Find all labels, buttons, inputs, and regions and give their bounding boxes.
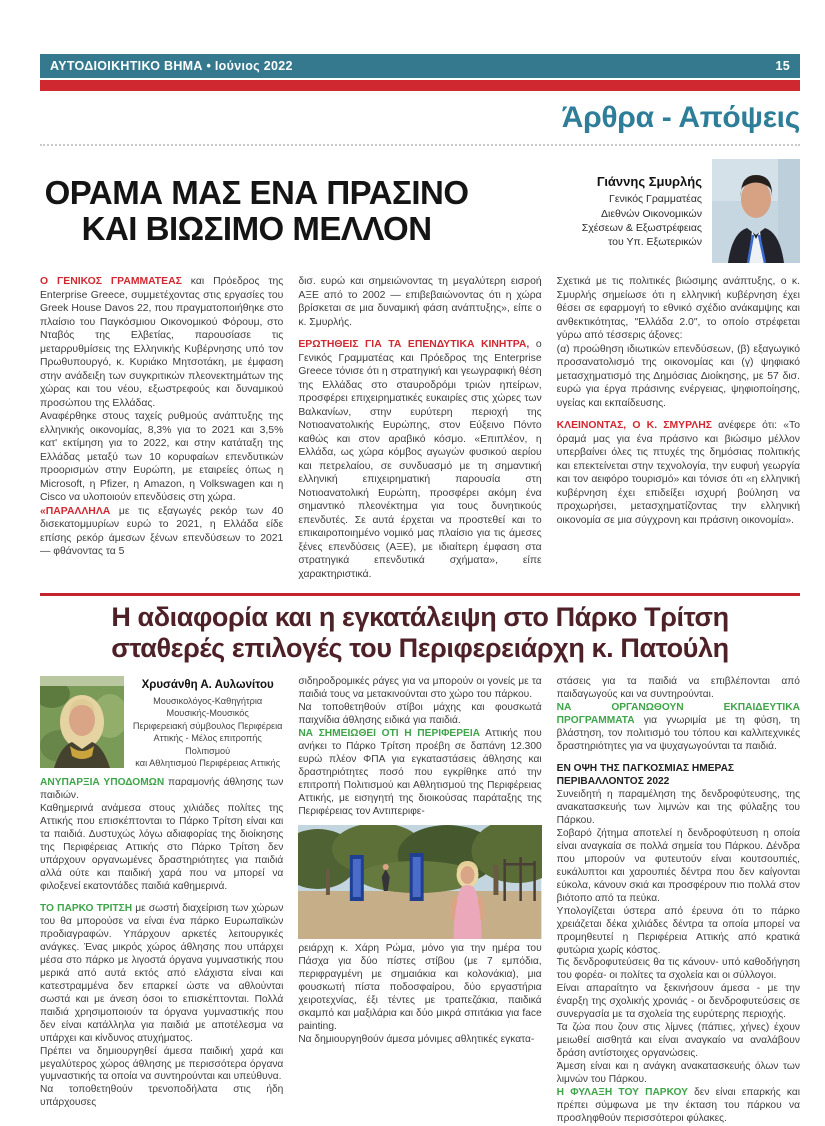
paragraph-text: Καθημερινά ανάμεσα στους χιλιάδες πολίτες της Αττικής που επισκέπτονται το Πάρκο Τρίτση είναι και τα παιδιά. Δυστυχώς λόγω αδιαφορίας της διοίκησης της Περιφέρειας Αττικής στο Πάρκο Τρίτση δεν υπάρχουν οργανωμένες δραστηριότητες για παιδιά αλλά ούτε και παιδική χαρά που να μπορεί να φιλοξενεί εκατοντάδες παιδιά καθημερινά. (40, 803, 284, 893)
section-title: Άρθρα - Απόψεις (561, 101, 800, 134)
paragraph-text: και Πρόεδρος της Enterprise Greece, συμμετέχοντας στις εργασίες του Greek House Davos 22, που πραγματοποιήθηκε στο πλαίσιο του Παγκόσμιου Οικονομικού Φόρουμ, στο Νταβός της Ελβετίας, παρουσίασε τις μεταρρυθμίσεις της Ελληνικής Κυβέρνησης υπό τον Πρωθυπουργό, κ. Κυριάκο Μητσοτάκη, με έμφαση στην ανάδειξη των συγκριτικών πλεονεκτημάτων της χώρας και του νέου, εξωστρεφούς και δυναμικού προσώπου της Ελλάδας. (40, 276, 284, 409)
paragraph-text: με σωστή διαχείριση των χώρων του θα μπορούσε να είναι ένα πάρκο Ευρωπαϊκών προδιαγραφών. Υπάρχουν αρκετές λειτουργικές ανάγκες. Ένας μικρός χώρος άθλησης που υπάρχει μέσα στο πάρκο με λιγοστά όργανα γυμναστικής που μερικά από αυτά εκτός από ελάχιστα είναι και κατεστραμμένα δεν επαρκεί ώστε να αθλούνται σωστά και με άνεση όσοι το επισκέπτονται. Πολλά παιδιά χρησιμοποιούν τα όργανα γυμναστικής που δεν είναι κατάλληλα για παιδιά με αποτέλεσμα να υπάρχει και κίνδυνος ατυχήματος. (40, 903, 284, 1044)
article-parko-tritsi (40, 602, 800, 1126)
article2-headline: Η αδιαφορία και η εγκατάλειψη στο Πάρκο Τρίτση σταθερές επιλογές του Περιφερειάρχη κ. Πατούλη (111, 602, 729, 664)
paragraph-lead: Ο ΓΕΝΙΚΟΣ ΓΡΑΜΜΑΤΕΑΣ (40, 276, 182, 287)
paragraph-text: με τις εξαγωγές ρεκόρ των 40 δισεκατομμυρίων ευρώ το 2021, η Ελλάδα είδε επίσης ρεκόρ άμεσων ξένων επενδύσεων το 2021 — φθάνοντας τα 5 (40, 505, 284, 558)
article1-author-role: Σχέσεων & Εξωστρέφειας (581, 221, 702, 234)
paragraph-text: ρειάρχη κ. Χάρη Ρώμα, μόνο για την ημέρα του Πάσχα για δύο πίστες στίβου (με 7 εμπόδια, περιφραγμένη με σημαιάκια και κολονάκια), μια φουσκωτή πίστα ποδοσφαίρου, δύο εργαστήρια χειροτεχνίας, έξι τέντες με τραπεζάκια, παιδικά σκαμπό και μαξιλάρια και δύο μικρά σπιτάκια για face painting. (298, 942, 542, 1032)
paragraph-text: σιδηροδρομικές ράγες για να μπορούν οι γονείς με τα παιδιά τους να μετακινούνται στο χώρο του πάρκου. (298, 676, 542, 701)
paragraph-lead: ΚΛΕΙΝΟΝΤΑΣ, Ο Κ. ΣΜΥΡΛΗΣ (556, 420, 712, 432)
masthead-bar (40, 54, 800, 78)
paragraph-text: στάσεις για τα παιδιά να επιβλέπονται από παιδαγωγούς και να συντηρούνται. (556, 676, 800, 701)
article2-column-3 (557, 676, 800, 1125)
paragraph-text: Σοβαρό ζήτημα αποτελεί η δενδροφύτευση η οποία είναι αναγκαία σε πολλά σημεία του Πάρκου. Δένδρα που μπορούν να φυτευτούν είναι κουτσουπιές, ευκάλυπτοι και χαρουπιές δέντρα που δεν καίγονται εύκολα, κάνουν σκιά και προσφέρουν πιο πολλά στον βιότοπο από τα πεύκα. (556, 827, 800, 904)
paragraph-lead: ΝΑ ΟΡΓΑΝΩΘΟΥΝ ΕΚΠΑΙΔΕΥΤΙΚΑ ΠΡΟΓΡΑΜΜΑΤΑ (556, 702, 800, 727)
paragraph-text: (α) προώθηση ιδιωτικών επενδύσεων, (β) εξαγωγικό προσανατολισμό της οικονομίας και (γ) ψηφιακό μετασχηματισμό της Δημόσιας Διοίκησης, με 57 δισ. ευρώ για έργα πράσινης ενέργειας, ψηφιοποίησης, υγείας και εκπαίδευσης. (556, 343, 800, 409)
paragraph-text: Συνειδητή η παραμέληση της δενδροφύτευσης, της ανακατασκευής των λιμνών και της φύλαξης του Πάρκου. (556, 789, 800, 826)
paragraph-text: Να τοποθετηθούν τρενοποδήλατα στις ήδη υπάρχουσες (40, 1084, 284, 1109)
paragraph-lead: ΕΡΩΤΗΘΕΙΣ ΓΙΑ ΤΑ ΕΠΕΝΔΥΤΙΚΑ ΚΙΝΗΤΡΑ, (298, 339, 530, 351)
article1-author-name: Γιάννης Σμυρλής (596, 173, 702, 189)
paragraph-text: Πρέπει να δημιουργηθεί άμεσα παιδική χαρά και μεγαλύτερος χώρος άθλησης με περισσότερα όργανα γυμναστικής τα οποία να συντηρούνται και υπεύθυνα. (40, 1045, 284, 1083)
article1-author-role: Διεθνών Οικονομικών (601, 207, 702, 220)
paragraph-text: Τα ζώα που ζουν στις λίμνες (πάπιες, χήνες) έχουν μειωθεί αισθητά και είναι αναγκαίο να αναλάβουν δράση αντίστοιχες οργανώσεις. (556, 1022, 800, 1060)
article-green-sustainable-future (40, 159, 800, 581)
paragraph-lead: ΑΝΥΠΑΡΞΙΑ ΥΠΟΔΟΜΩΝ (40, 777, 165, 789)
article1-headline: ΟΡΑΜΑ ΜΑΣ ΕΝΑ ΠΡΑΣΙΝΟ ΚΑΙ ΒΙΩΣΙΜΟ ΜΕΛΛΟΝ (44, 173, 469, 247)
paragraph-text: Είναι απαραίτητο να ξεκινήσουν άμεσα - με την έναρξη της σχολικής χρονιάς - οι δενδροφυτεύσεις σε συνεργασία με τα σχολεία της ευρύτερης περιοχής. (556, 983, 800, 1021)
article2-author-role: και Αθλητισμού Περιφέρειας Αττικής (135, 758, 281, 769)
page-number: 15 (775, 59, 790, 73)
masthead-red-stripe (40, 80, 800, 91)
article2-author-role: Αττικής - Μέλος επιτροπής Πολιτισμού (153, 733, 262, 756)
paragraph-lead: Η ΦΥΛΑΞΗ ΤΟΥ ΠΑΡΚΟΥ (556, 1086, 688, 1098)
paragraph-text: Σχετικά με τις πολιτικές βιώσιμης ανάπτυξης, ο κ. Σμυρλής σημείωσε ότι η ελληνική κυβέρνηση έχει θέσει σε εφαρμογή το εθνικό σχέδιο ανάκαμψης και ανθεκτικότητας, "Ελλάδα 2.0", το οποίο στρέφεται γύρω από τέσσερις άξονες: (556, 276, 800, 342)
red-section-divider (40, 593, 800, 596)
paragraph-text: για γνωριμία με τη φύση, τη βλάστηση, τον πολιτισμό του τόπου και καλλιτεχνικές δραστηριότητες για να ψυχαγωγούνται τα παιδιά. (556, 715, 800, 753)
article2-author-name: Χρυσάνθη Α. Αυλωνίτου (141, 679, 274, 692)
article1-byline (473, 159, 800, 263)
article1-column-2 (298, 275, 541, 581)
article2-author-role: Μουσικολόγος-Καθηγήτρια (153, 695, 263, 706)
smyrlis-portrait-photo (712, 159, 800, 263)
article2-column-2 (298, 676, 541, 1125)
park-tritsis-photo (298, 825, 541, 939)
paragraph-text: παραμονής άθλησης των παιδιών. (40, 777, 284, 802)
paragraph-text: Να τοποθετηθούν στίβοι μάχης και φουσκωτά παιχνίδια άθλησης ειδικά για παιδιά. (298, 702, 542, 727)
paragraph-lead: ΝΑ ΣΗΜΕΙΩΘΕΙ ΟΤΙ Η ΠΕΡΙΦΕΡΕΙΑ (298, 728, 481, 740)
paragraph-text: ανέφερε ότι: «Το όραμά μας για ένα πράσινο και βιώσιμο μέλλον υπερβαίνει όλες τις πτυχές της δημόσιας πολιτικής και επεκτείνεται στην τεχνολογία, την ευφυή γεωργία και τον αειφόρο τουρισμό» και τόνισε ότι «η ελληνική κυβέρνηση έχει επιδείξει ισχυρή βούληση να προχωρήσει, μετασχηματίζοντας την ελληνική οικονομία σε μια σύγχρονη και πράσινη οικονομία». (556, 420, 800, 526)
article1-author-role: Γενικός Γραμματέας (609, 193, 702, 206)
dotted-divider (40, 144, 800, 146)
paragraph-text: Αναφέρθηκε στους ταχείς ρυθμούς ανάπτυξης της ελληνικής οικονομίας, 8,3% για το 2021 και 3,5% κατ' εκτίμηση για το 2022, και στην κατάταξη της Ελλάδας μεταξύ των 10 κορυφαίων επενδυτικών προορισμών στην Ευρώπη, με εταιρείες όπως η Microsoft, η Pfizer, η Amazon, η Volkswagen και η Cisco να υλοποιούν επενδύσεις στη χώρα. (40, 411, 284, 504)
paragraph-text: Τις δενδροφυτεύσεις θα τις κάνουν- υπό καθοδήγηση του φορέα- οι πολίτες τα σχολεία και οι σύλλογοι. (556, 957, 800, 982)
article2-author-role: Μουσικής-Μουσικός (166, 708, 249, 719)
avlonitou-portrait-photo (40, 676, 124, 768)
article1-column-3 (557, 275, 800, 581)
paragraph-lead: ΕΝ ΟΨΗ ΤΗΣ ΠΑΓΚΟΣΜΙΑΣ ΗΜΕΡΑΣ ΠΕΡΙΒΑΛΛΟΝΤΟΣ 2022 (556, 763, 735, 788)
article2-byline (40, 676, 283, 769)
paragraph-text: Αττικής που ανήκει το Πάρκο Τρίτση προέβη σε δαπάνη 12.300 ευρώ πλέον ΦΠΑ για εγκαταστάσεις άθλησης και δραστηριότητες ποσό που εγκρίθηκε από την επιτροπή Πολιτισμού και Αθλητισμού της Περιφέρειας Αττικής, με εισηγητή της διοικούσας παράταξης της Περιφέρειας τον Αντιπεριφε- (298, 728, 542, 817)
masthead-title: ΑΥΤΟΔΙΟΙΚΗΤΙΚΟ ΒΗΜΑ • Ιούνιος 2022 (50, 59, 293, 73)
paragraph-lead: ΤΟ ΠΑΡΚΟ ΤΡΙΤΣΗ (40, 903, 133, 915)
paragraph-text: ο Γενικός Γραμματέας και Πρόεδρος της Enterprise Greece τόνισε ότι η στρατηγική και γεωγραφική θέση της Ελλάδας στο σταυροδρόμι τριών ηπείρων, προσφέρει επιχειρηματικές ευκαιρίες στις χώρες των Βαλκανίων, στην ευρύτερη περιοχή της Νοτιοανατολικής Ευρώπης, στον Εύξεινο Πόντο καθώς και στον αραβικό κόσμο. «Επιπλέον, η Ελλάδα, ως χώρα κόμβος αγωγών φυσικού αερίου και πετρελαίου, σε συνδυασμό με τη σημαντική ελληνική επιχειρηματική παρουσία στη Νοτιοανατολική Ευρώπη, προσφέρει ακόμη ένα σημαντικό πλεονέκτημα για τους δυνητικούς επενδυτές. Σε αυτά έρχεται να προστεθεί και το επικαιροποιημένο νομικό μας πλαίσιο για τις άμεσες ξένες επενδύσεις (ΑΞΕ), με ιδιαίτερη έμφαση στα στρατηγικά επενδυτικά σχήματα», είπε χαρακτηριστικά. (298, 339, 542, 580)
article1-column-1 (40, 275, 283, 581)
paragraph-text: δεν είναι επαρκής και πρέπει σύμφωνα με την έκταση του πάρκου να προσληφθούν περισσότεροι φύλακες. (556, 1086, 800, 1124)
paragraph-lead: «ΠΑΡΑΛΛΗΛΑ (40, 505, 111, 517)
paragraph-text: Άμεση είναι και η ανάγκη ανακατασκευής όλων των λιμνών του Πάρκου. (556, 1061, 800, 1086)
article1-author-role: του Υπ. Εξωτερικών (608, 235, 702, 248)
article2-column-1 (40, 676, 283, 1125)
article2-author-role: Περιφερειακή σύμβουλος Περιφέρεια (132, 720, 283, 731)
paragraph-text: Υπολογίζεται ύστερα από έρευνα ότι το πάρκο χρειάζεται δέκα χιλιάδες δέντρα τα οποία μπορεί να προμηθευτεί η Περιφέρεια Αττικής από κρατικά φυτώρια χωρίς κόστος. (556, 905, 800, 956)
paragraph-text: δισ. ευρώ και σημειώνοντας τη μεγαλύτερη εισροή ΑΞΕ από το 2002 — επιβεβαιώνοντας ότι η χώρα βρίσκεται σε μια δυναμική φάση ανάπτυξης», είπε ο κ. Σμυρλής. (298, 276, 542, 328)
paragraph-text: Να δημιουργηθούν άμεσα μόνιμες αθλητικές εγκατα- (298, 1033, 535, 1045)
